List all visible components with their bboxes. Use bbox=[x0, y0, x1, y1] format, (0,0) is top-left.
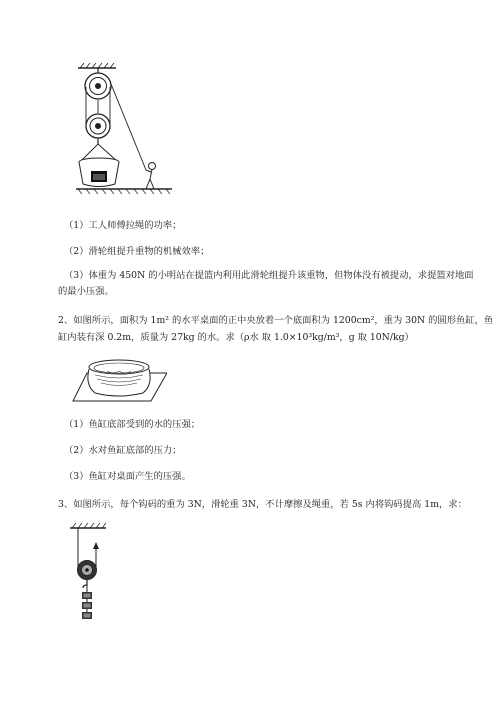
q3-stem: 3、如图所示，每个钩码的重为 3N，滑轮重 3N，不计摩擦及绳重，若 5s 内将钩码提高 1m，求： bbox=[58, 499, 467, 510]
q1-part-3: （3）体重为 450N 的小明站在提篮内利用此滑轮组提升该重物，但物体没有被提动，求提篮对地面 bbox=[64, 270, 474, 281]
hook-weights-pulley-figure bbox=[68, 522, 112, 622]
q1-part-3-continued: 的最小压强。 bbox=[58, 286, 114, 297]
q2-stem-line-1: 2、如图所示，面积为 1m² 的水平桌面的正中央放着一个底面积为 1200cm²，重为 30N 的圆形鱼缸，鱼 bbox=[58, 315, 494, 326]
q2-part-2: （2）水对鱼缸底部的压力； bbox=[64, 445, 182, 456]
pulley-basket-figure bbox=[74, 58, 174, 198]
q1-part-1: （1）工人师傅拉绳的功率； bbox=[64, 220, 182, 231]
q2-part-3: （3）鱼缸对桌面产生的压强。 bbox=[64, 471, 191, 482]
q1-part-2: （2）滑轮组提升重物的机械效率； bbox=[64, 246, 210, 257]
q2-stem-line-2: 缸内装有深 0.2m，质量为 27kg 的水。求（ρ水 取 1.0×10³kg/m³，g 取 10N/kg） bbox=[58, 332, 414, 343]
fish-tank-figure bbox=[71, 355, 167, 405]
q2-part-1: （1）鱼缸底部受到的水的压强； bbox=[64, 419, 201, 430]
